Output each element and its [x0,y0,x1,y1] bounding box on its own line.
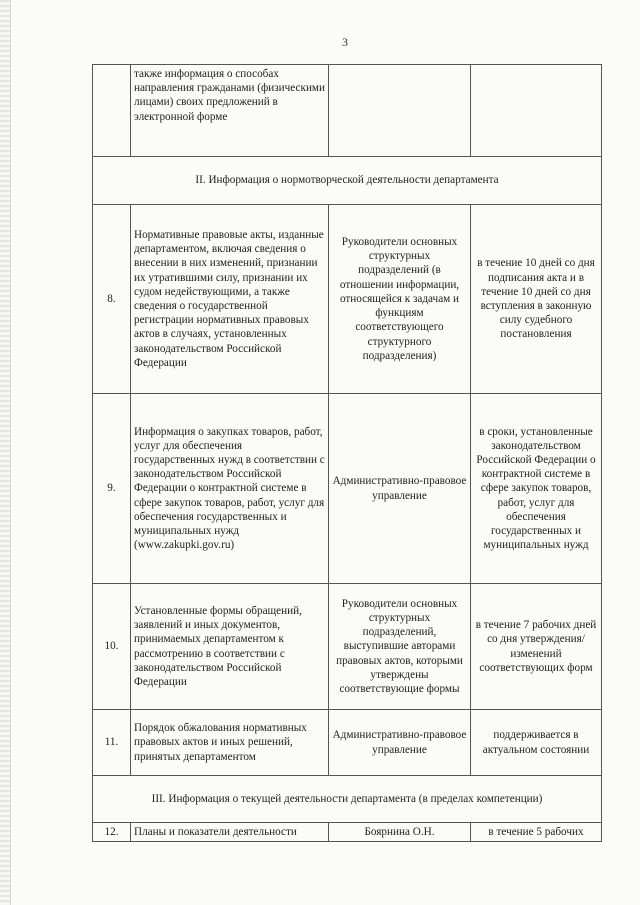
row-responsible: Административно-правовое управление [329,710,471,776]
row-deadline: в течение 10 дней со дня подписания акта и в течение 10 дней со дня вступления в законную силу судебного постановления [471,205,602,394]
row-responsible: Руководители основных структурных подразделений (в отношении информации, относящейся к задачам и функциям соответствующего структурного подразделения) [329,205,471,394]
row-description: Информация о закупках товаров, работ, услуг для обеспечения государственных нужд в соответствии с законодательством Российской Федерации о контрактной системе в сфере закупок товаров, работ, услуг для обеспечения государственных и муниципальных нужд (www.zakupki.gov.ru) [131,394,329,584]
row-number: 11. [93,710,131,776]
section-row [93,157,602,205]
row-description: Установленные формы обращений, заявлений и иных документов, принимаемых департаментом к рассмотрению в соответствии с законодательством Российской Федерации [131,584,329,710]
section-heading-ii: II. Информация о нормотворческой деятельности департамента [93,157,602,205]
scan-page-edge [0,0,11,905]
section-heading-iii: III. Информация о текущей деятельности департамента (в пределах компетенции) [93,776,602,823]
row-number: 8. [93,205,131,394]
information-table [92,64,602,842]
table-row [93,710,602,776]
row-description: также информация о способах направления гражданами (физическими лицами) своих предложений в электронной форме [131,65,329,157]
row-number: 9. [93,394,131,584]
row-description: Нормативные правовые акты, изданные департаментом, включая сведения о внесении в них изменений, признании их утратившими силу, признании их судом недействующими, а также сведения о государственной регистрации нормативных правовых актов в случаях, установленных законодательством Российской Федерации [131,205,329,394]
section-row [93,776,602,823]
row-responsible: Руководители основных структурных подразделений, выступившие авторами правовых актов, которыми утверждены соответствующие формы [329,584,471,710]
row-deadline: в течение 5 рабочих [471,823,602,842]
table-row [93,205,602,394]
row-deadline: в сроки, установленные законодательством Российской Федерации о контрактной системе в сфере закупок товаров, работ, услуг для обеспечения государственных и муниципальных нужд [471,394,602,584]
table-row [93,584,602,710]
page-number: 3 [342,35,348,49]
row-number: 12. [93,823,131,842]
row-description: Планы и показатели деятельности [131,823,329,842]
row-responsible [329,65,471,157]
row-number [93,65,131,157]
table-row [93,65,602,157]
row-number: 10. [93,584,131,710]
row-deadline: в течение 7 рабочих дней со дня утверждения/ изменений соответствующих форм [471,584,602,710]
row-responsible: Административно-правовое управление [329,394,471,584]
row-responsible: Боярнина О.Н. [329,823,471,842]
table-row [93,394,602,584]
row-deadline [471,65,602,157]
row-deadline: поддерживается в актуальном состоянии [471,710,602,776]
row-description: Порядок обжалования нормативных правовых актов и иных решений, принятых департаментом [131,710,329,776]
table-row [93,823,602,842]
